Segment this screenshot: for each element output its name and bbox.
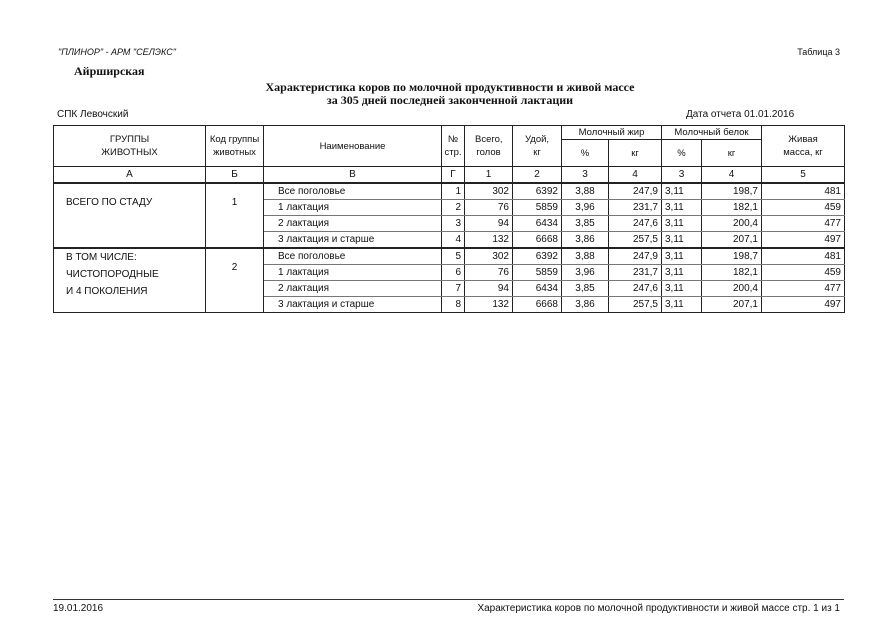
letter-row (54, 167, 845, 184)
row-fat-pct: 3,96 (562, 265, 609, 281)
row-fat-pct: 3,86 (562, 232, 609, 249)
row-total: 94 (465, 216, 513, 232)
row-protein-kg: 207,1 (702, 232, 762, 249)
row-protein-pct: 3,11 (662, 248, 702, 265)
row-protein-kg: 198,7 (702, 248, 762, 265)
row-fat-kg: 247,6 (609, 216, 662, 232)
letter-cell: 2 (513, 167, 562, 184)
report-title-line2: за 305 дней последней законченной лактации (326, 93, 574, 107)
row-fat-pct: 3,88 (562, 248, 609, 265)
row-total: 302 (465, 183, 513, 200)
letter-cell: 3 (562, 167, 609, 184)
row-protein-pct: 3,11 (662, 297, 702, 313)
row-name: 2 лактация (264, 216, 442, 232)
row-fat-kg: 231,7 (609, 265, 662, 281)
row-no: 4 (442, 232, 465, 249)
row-name: 1 лактация (264, 265, 442, 281)
row-yield: 6668 (513, 232, 562, 249)
row-yield: 5859 (513, 200, 562, 216)
row-fat-kg: 247,9 (609, 183, 662, 200)
row-protein-kg: 200,4 (702, 216, 762, 232)
col-protein-kg: кг (702, 140, 762, 167)
col-protein: Молочный белок (662, 126, 762, 140)
row-protein-kg: 198,7 (702, 183, 762, 200)
row-name: 2 лактация (264, 281, 442, 297)
col-protein-pct: % (662, 140, 702, 167)
row-no: 5 (442, 248, 465, 265)
program-name: "ПЛИНОР" - АРМ "СЕЛЭКС" (58, 47, 176, 57)
report-title-line1: Характеристика коров по молочной продуктивности и живой массе (265, 80, 635, 94)
row-protein-kg: 207,1 (702, 297, 762, 313)
group-code-2: 2 (206, 248, 264, 313)
col-total: Всего, голов (465, 126, 513, 167)
row-total: 76 (465, 265, 513, 281)
row-no: 1 (442, 183, 465, 200)
row-fat-kg: 257,5 (609, 297, 662, 313)
row-yield: 5859 (513, 265, 562, 281)
letter-cell: 1 (465, 167, 513, 184)
footer-caption: Характеристика коров по молочной продуктивности и живой массе стр. 1 из 1 (477, 603, 840, 614)
group-name-line: И 4 ПОКОЛЕНИЯ (66, 286, 148, 297)
row-protein-kg: 182,1 (702, 200, 762, 216)
row-weight: 477 (762, 216, 845, 232)
row-yield: 6668 (513, 297, 562, 313)
breed-title: Айрширская (74, 64, 145, 78)
group-name-1 (54, 183, 206, 248)
row-no: 7 (442, 281, 465, 297)
row-fat-kg: 231,7 (609, 200, 662, 216)
row-fat-pct: 3,86 (562, 297, 609, 313)
row-fat-kg: 247,6 (609, 281, 662, 297)
letter-cell: 5 (762, 167, 845, 184)
row-weight: 459 (762, 265, 845, 281)
row-no: 3 (442, 216, 465, 232)
letter-cell: 4 (609, 167, 662, 184)
row-protein-pct: 3,11 (662, 232, 702, 249)
footer-date: 19.01.2016 (53, 603, 104, 614)
row-name: 3 лактация и старше (264, 297, 442, 313)
table-number: Таблица 3 (797, 47, 840, 57)
group-name-line: В ТОМ ЧИСЛЕ: (66, 252, 137, 263)
letter-cell: В (264, 167, 442, 184)
row-total: 302 (465, 248, 513, 265)
row-no: 2 (442, 200, 465, 216)
letter-cell: 4 (702, 167, 762, 184)
row-yield: 6392 (513, 183, 562, 200)
row-protein-kg: 200,4 (702, 281, 762, 297)
row-fat-pct: 3,85 (562, 281, 609, 297)
row-yield: 6434 (513, 216, 562, 232)
col-groups: ГРУППЫ ЖИВОТНЫХ (54, 126, 206, 167)
col-fat-kg: кг (609, 140, 662, 167)
row-protein-pct: 3,11 (662, 281, 702, 297)
row-weight: 459 (762, 200, 845, 216)
col-row-no: № стр. (442, 126, 465, 167)
col-group-code: Код группы животных (206, 126, 264, 167)
row-name: Все поголовье (264, 248, 442, 265)
group-name-line: ЧИСТОПОРОДНЫЕ (66, 269, 159, 280)
col-weight: Живая масса, кг (762, 126, 845, 167)
row-yield: 6392 (513, 248, 562, 265)
productivity-table (53, 125, 845, 313)
col-name: Наименование (264, 126, 442, 167)
row-no: 6 (442, 265, 465, 281)
row-total: 76 (465, 200, 513, 216)
group-name-2 (54, 248, 206, 313)
group-name-line: ВСЕГО ПО СТАДУ (66, 197, 153, 208)
row-name: 3 лактация и старше (264, 232, 442, 249)
row-protein-pct: 3,11 (662, 183, 702, 200)
row-weight: 481 (762, 183, 845, 200)
table-row (54, 183, 845, 200)
row-weight: 481 (762, 248, 845, 265)
col-yield: Удой, кг (513, 126, 562, 167)
letter-cell: Б (206, 167, 264, 184)
row-protein-pct: 3,11 (662, 216, 702, 232)
row-total: 132 (465, 297, 513, 313)
row-weight: 497 (762, 297, 845, 313)
table-row (54, 248, 845, 265)
row-protein-pct: 3,11 (662, 265, 702, 281)
row-fat-kg: 247,9 (609, 248, 662, 265)
row-total: 94 (465, 281, 513, 297)
row-fat-pct: 3,88 (562, 183, 609, 200)
group-code-1: 1 (206, 183, 264, 248)
col-fat: Молочный жир (562, 126, 662, 140)
row-weight: 497 (762, 232, 845, 249)
col-fat-pct: % (562, 140, 609, 167)
row-name: Все поголовье (264, 183, 442, 200)
row-no: 8 (442, 297, 465, 313)
header-row-1 (54, 126, 845, 140)
report-date: Дата отчета 01.01.2016 (686, 109, 795, 120)
row-yield: 6434 (513, 281, 562, 297)
row-protein-kg: 182,1 (702, 265, 762, 281)
row-name: 1 лактация (264, 200, 442, 216)
row-total: 132 (465, 232, 513, 249)
row-fat-kg: 257,5 (609, 232, 662, 249)
row-fat-pct: 3,96 (562, 200, 609, 216)
row-fat-pct: 3,85 (562, 216, 609, 232)
letter-cell: Г (442, 167, 465, 184)
farm-name: СПК Левочский (57, 109, 129, 120)
row-protein-pct: 3,11 (662, 200, 702, 216)
footer-divider (53, 599, 844, 600)
letter-cell: А (54, 167, 206, 184)
row-weight: 477 (762, 281, 845, 297)
letter-cell: 3 (662, 167, 702, 184)
